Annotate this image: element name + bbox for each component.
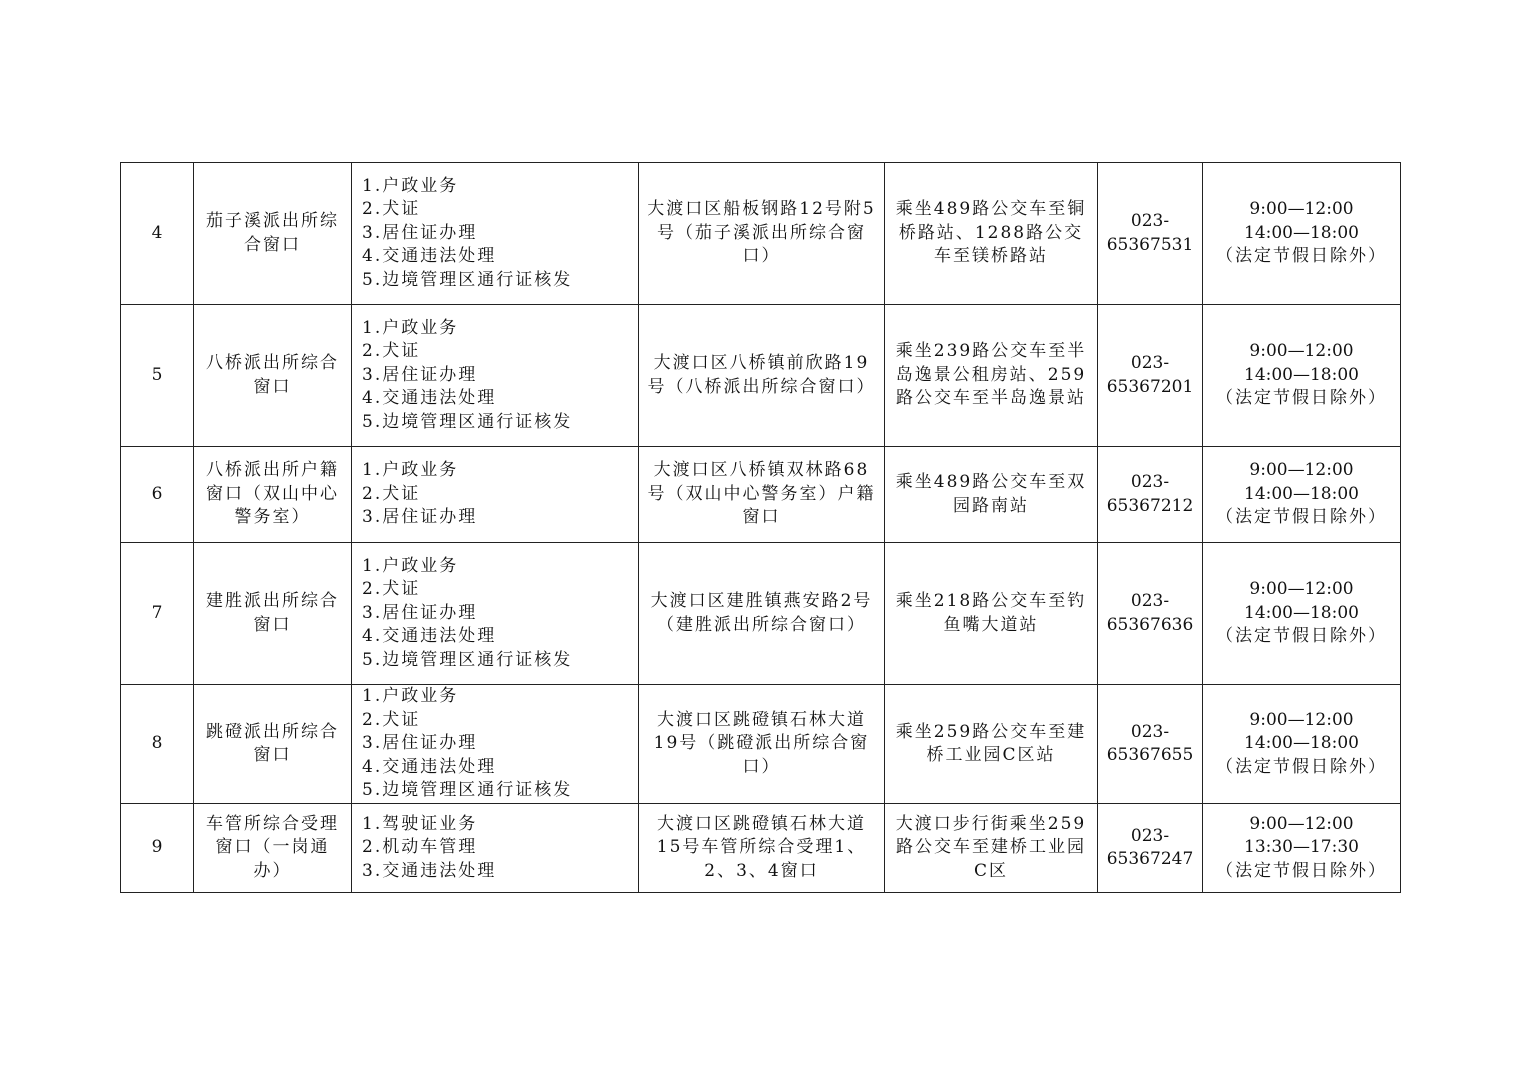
services-list [352,543,639,685]
table-row [121,804,1401,893]
phone-number: 023-65367247 [1098,804,1203,893]
address: 大渡口区跳磴镇石林大道19号（跳磴派出所综合窗口） [639,685,885,804]
service-item: 2.机动车管理 [362,837,478,858]
address: 大渡口区八桥镇双林路68号（双山中心警务室）户籍窗口 [639,447,885,543]
row-number: 6 [121,447,194,543]
hours-afternoon: 14:00—18:00 [1244,602,1359,623]
hours-note: （法定节假日除外） [1216,388,1387,409]
office-hours [1203,447,1401,543]
address: 大渡口区船板钢路12号附5号（茄子溪派出所综合窗口） [639,163,885,305]
service-item: 3.居住证办理 [362,222,478,243]
hours-note: （法定节假日除外） [1216,860,1387,881]
phone-number: 023-65367655 [1098,685,1203,804]
service-item: 4.交通违法处理 [362,388,497,409]
service-item: 1.户政业务 [362,175,459,196]
row-number: 4 [121,163,194,305]
bus-route: 大渡口步行街乘坐259路公交车至建桥工业园C区 [885,804,1098,893]
hours-afternoon: 14:00—18:00 [1244,364,1359,385]
service-item: 1.户政业务 [362,686,459,707]
bus-route: 乘坐218路公交车至钓鱼嘴大道站 [885,543,1098,685]
service-item: 2.犬证 [362,199,421,220]
hours-morning: 9:00—12:00 [1249,813,1354,834]
phone-number: 023-65367531 [1098,163,1203,305]
services-list [352,305,639,447]
row-number: 9 [121,804,194,893]
hours-note: （法定节假日除外） [1216,246,1387,267]
service-item: 2.犬证 [362,341,421,362]
hours-note: （法定节假日除外） [1216,756,1387,777]
bus-route: 乘坐489路公交车至铜桥路站、1288路公交车至镁桥路站 [885,163,1098,305]
table-row [121,685,1401,804]
service-item: 3.居住证办理 [362,733,478,754]
bus-route: 乘坐489路公交车至双园路南站 [885,447,1098,543]
window-name: 车管所综合受理窗口（一岗通办） [194,804,352,893]
office-hours [1203,685,1401,804]
window-name: 跳磴派出所综合窗口 [194,685,352,804]
window-name: 八桥派出所综合窗口 [194,305,352,447]
address: 大渡口区跳磴镇石林大道15号车管所综合受理1、2、3、4窗口 [639,804,885,893]
address: 大渡口区建胜镇燕安路2号（建胜派出所综合窗口） [639,543,885,685]
row-number: 5 [121,305,194,447]
table-row [121,305,1401,447]
bus-route: 乘坐259路公交车至建桥工业园C区站 [885,685,1098,804]
hours-morning: 9:00—12:00 [1249,460,1354,481]
service-item: 1.驾驶证业务 [362,813,478,834]
row-number: 8 [121,685,194,804]
service-item: 2.犬证 [362,709,421,730]
office-hours [1203,305,1401,447]
service-item: 1.户政业务 [362,317,459,338]
service-window-table [120,162,1401,893]
service-item: 3.居住证办理 [362,602,478,623]
hours-afternoon: 13:30—17:30 [1244,837,1359,858]
table-body [121,163,1401,893]
window-name: 八桥派出所户籍窗口（双山中心警务室） [194,447,352,543]
services-list [352,163,639,305]
phone-number: 023-65367636 [1098,543,1203,685]
bus-route: 乘坐239路公交车至半岛逸景公租房站、259路公交车至半岛逸景站 [885,305,1098,447]
window-name: 茄子溪派出所综合窗口 [194,163,352,305]
hours-afternoon: 14:00—18:00 [1244,733,1359,754]
service-item: 3.交通违法处理 [362,860,497,881]
hours-afternoon: 14:00—18:00 [1244,222,1359,243]
service-item: 2.犬证 [362,579,421,600]
service-item: 5.边境管理区通行证核发 [362,780,573,801]
service-item: 4.交通违法处理 [362,626,497,647]
address: 大渡口区八桥镇前欣路19号（八桥派出所综合窗口） [639,305,885,447]
service-item: 4.交通违法处理 [362,756,497,777]
office-hours [1203,804,1401,893]
row-number: 7 [121,543,194,685]
service-item: 5.边境管理区通行证核发 [362,269,573,290]
services-list [352,804,639,893]
table-row [121,543,1401,685]
service-item: 1.户政业务 [362,555,459,576]
window-name: 建胜派出所综合窗口 [194,543,352,685]
hours-morning: 9:00—12:00 [1249,579,1354,600]
service-item: 3.居住证办理 [362,364,478,385]
hours-note: （法定节假日除外） [1216,626,1387,647]
office-hours [1203,543,1401,685]
office-hours [1203,163,1401,305]
service-item: 3.居住证办理 [362,507,478,528]
hours-afternoon: 14:00—18:00 [1244,483,1359,504]
table-row [121,163,1401,305]
services-list [352,685,639,804]
service-item: 1.户政业务 [362,460,459,481]
service-item: 5.边境管理区通行证核发 [362,411,573,432]
hours-morning: 9:00—12:00 [1249,709,1354,730]
service-item: 4.交通违法处理 [362,246,497,267]
hours-morning: 9:00—12:00 [1249,341,1354,362]
services-list [352,447,639,543]
service-item: 2.犬证 [362,483,421,504]
table-row [121,447,1401,543]
phone-number: 023-65367212 [1098,447,1203,543]
hours-morning: 9:00—12:00 [1249,199,1354,220]
service-item: 5.边境管理区通行证核发 [362,649,573,670]
hours-note: （法定节假日除外） [1216,507,1387,528]
phone-number: 023-65367201 [1098,305,1203,447]
